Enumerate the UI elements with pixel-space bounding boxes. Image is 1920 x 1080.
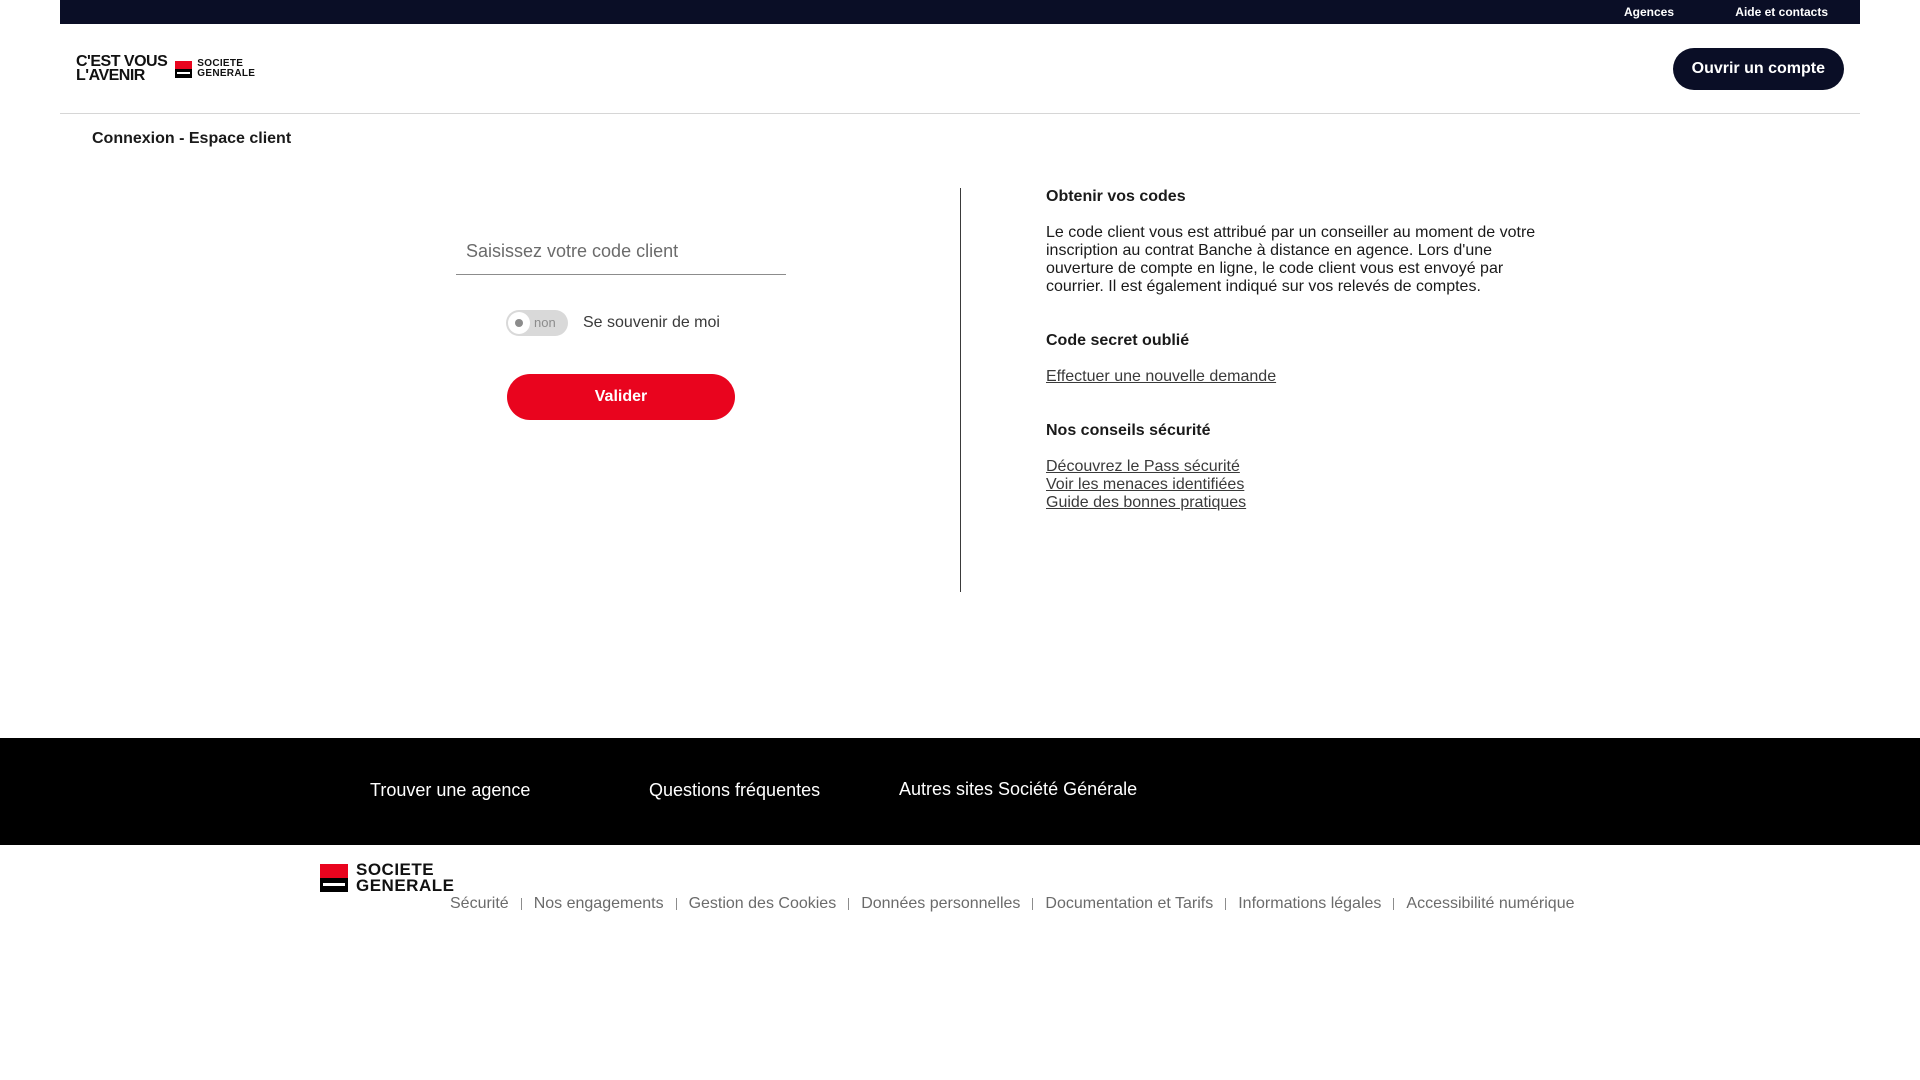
get-codes-heading: Obtenir vos codes bbox=[1046, 188, 1186, 205]
help-contacts-link[interactable]: Aide et contacts bbox=[1735, 5, 1828, 19]
footer-link-engagements[interactable]: Nos engagements bbox=[533, 895, 664, 912]
new-request-link[interactable]: Effectuer une nouvelle demande bbox=[1046, 368, 1277, 385]
link-separator bbox=[1225, 898, 1226, 910]
toggle-state-label: non bbox=[534, 315, 556, 330]
footer-link-cookies[interactable]: Gestion des Cookies bbox=[688, 895, 837, 912]
brand-name-line-2: GENERALE bbox=[197, 68, 256, 79]
validate-button[interactable]: Valider bbox=[507, 374, 735, 420]
footer-legal-links bbox=[450, 895, 1574, 913]
link-separator bbox=[521, 898, 522, 910]
link-separator bbox=[848, 898, 849, 910]
help-panel bbox=[1046, 188, 1546, 548]
agences-link[interactable]: Agences bbox=[1623, 5, 1674, 19]
footer-link-legales[interactable]: Informations légales bbox=[1238, 895, 1382, 912]
top-utility-bar bbox=[60, 0, 1860, 24]
societe-generale-mark bbox=[175, 59, 255, 79]
threats-link[interactable]: Voir les menaces identifiées bbox=[1046, 476, 1245, 493]
pass-securite-link[interactable]: Découvrez le Pass sécurité bbox=[1046, 458, 1240, 475]
footer-nav bbox=[0, 738, 1920, 845]
best-practices-link[interactable]: Guide des bonnes pratiques bbox=[1046, 494, 1247, 511]
open-account-button[interactable]: Ouvrir un compte bbox=[1673, 48, 1844, 90]
get-codes-text: Le code client vous est attribué par un conseiller au moment de votre inscription au contrat Banche à distance en agence. Lors d'une ouverture de compte en ligne, le code client vous est envoyé par courrier. Il est également indiqué sur vos relevés de comptes. bbox=[1046, 224, 1536, 295]
slogan-line-1: C'EST VOUS bbox=[76, 53, 168, 70]
client-code-input[interactable] bbox=[456, 188, 786, 275]
remember-me-label: Se souvenir de moi bbox=[583, 314, 720, 331]
brand-name-line-1: SOCIETE bbox=[197, 58, 244, 69]
faq-link[interactable]: Questions fréquentes bbox=[649, 780, 821, 800]
footer-link-securite[interactable]: Sécurité bbox=[450, 895, 509, 912]
slogan-line-2: L'AVENIR bbox=[76, 67, 145, 84]
remember-me bbox=[506, 310, 720, 336]
footer-link-donnees[interactable]: Données personnelles bbox=[861, 895, 1021, 912]
forgot-secret-heading: Code secret oublié bbox=[1046, 332, 1190, 349]
footer-legal bbox=[0, 845, 1920, 1080]
remember-me-toggle[interactable] bbox=[506, 310, 568, 336]
login-form bbox=[456, 188, 786, 405]
sg-square-icon bbox=[175, 61, 192, 78]
link-separator bbox=[1393, 898, 1394, 910]
page-title: Connexion - Espace client bbox=[92, 130, 292, 147]
find-agency-link[interactable]: Trouver une agence bbox=[370, 780, 531, 800]
vertical-divider bbox=[960, 188, 961, 592]
footer-brand-line-1: SOCIETE bbox=[356, 860, 435, 879]
toggle-knob-icon bbox=[508, 312, 530, 334]
footer-brand-logo bbox=[320, 862, 454, 894]
link-separator bbox=[676, 898, 677, 910]
site-header bbox=[60, 24, 1860, 114]
brand-logo[interactable] bbox=[76, 55, 255, 83]
link-separator bbox=[1032, 898, 1033, 910]
security-advice-heading: Nos conseils sécurité bbox=[1046, 422, 1211, 439]
footer-link-accessibilite[interactable]: Accessibilité numérique bbox=[1406, 895, 1575, 912]
footer-brand-line-2: GENERALE bbox=[356, 876, 455, 895]
other-sites-link[interactable]: Autres sites Société Générale bbox=[899, 779, 1138, 799]
sg-square-icon bbox=[320, 864, 348, 892]
brand-slogan bbox=[76, 55, 167, 83]
footer-link-documentation[interactable]: Documentation et Tarifs bbox=[1045, 895, 1214, 912]
